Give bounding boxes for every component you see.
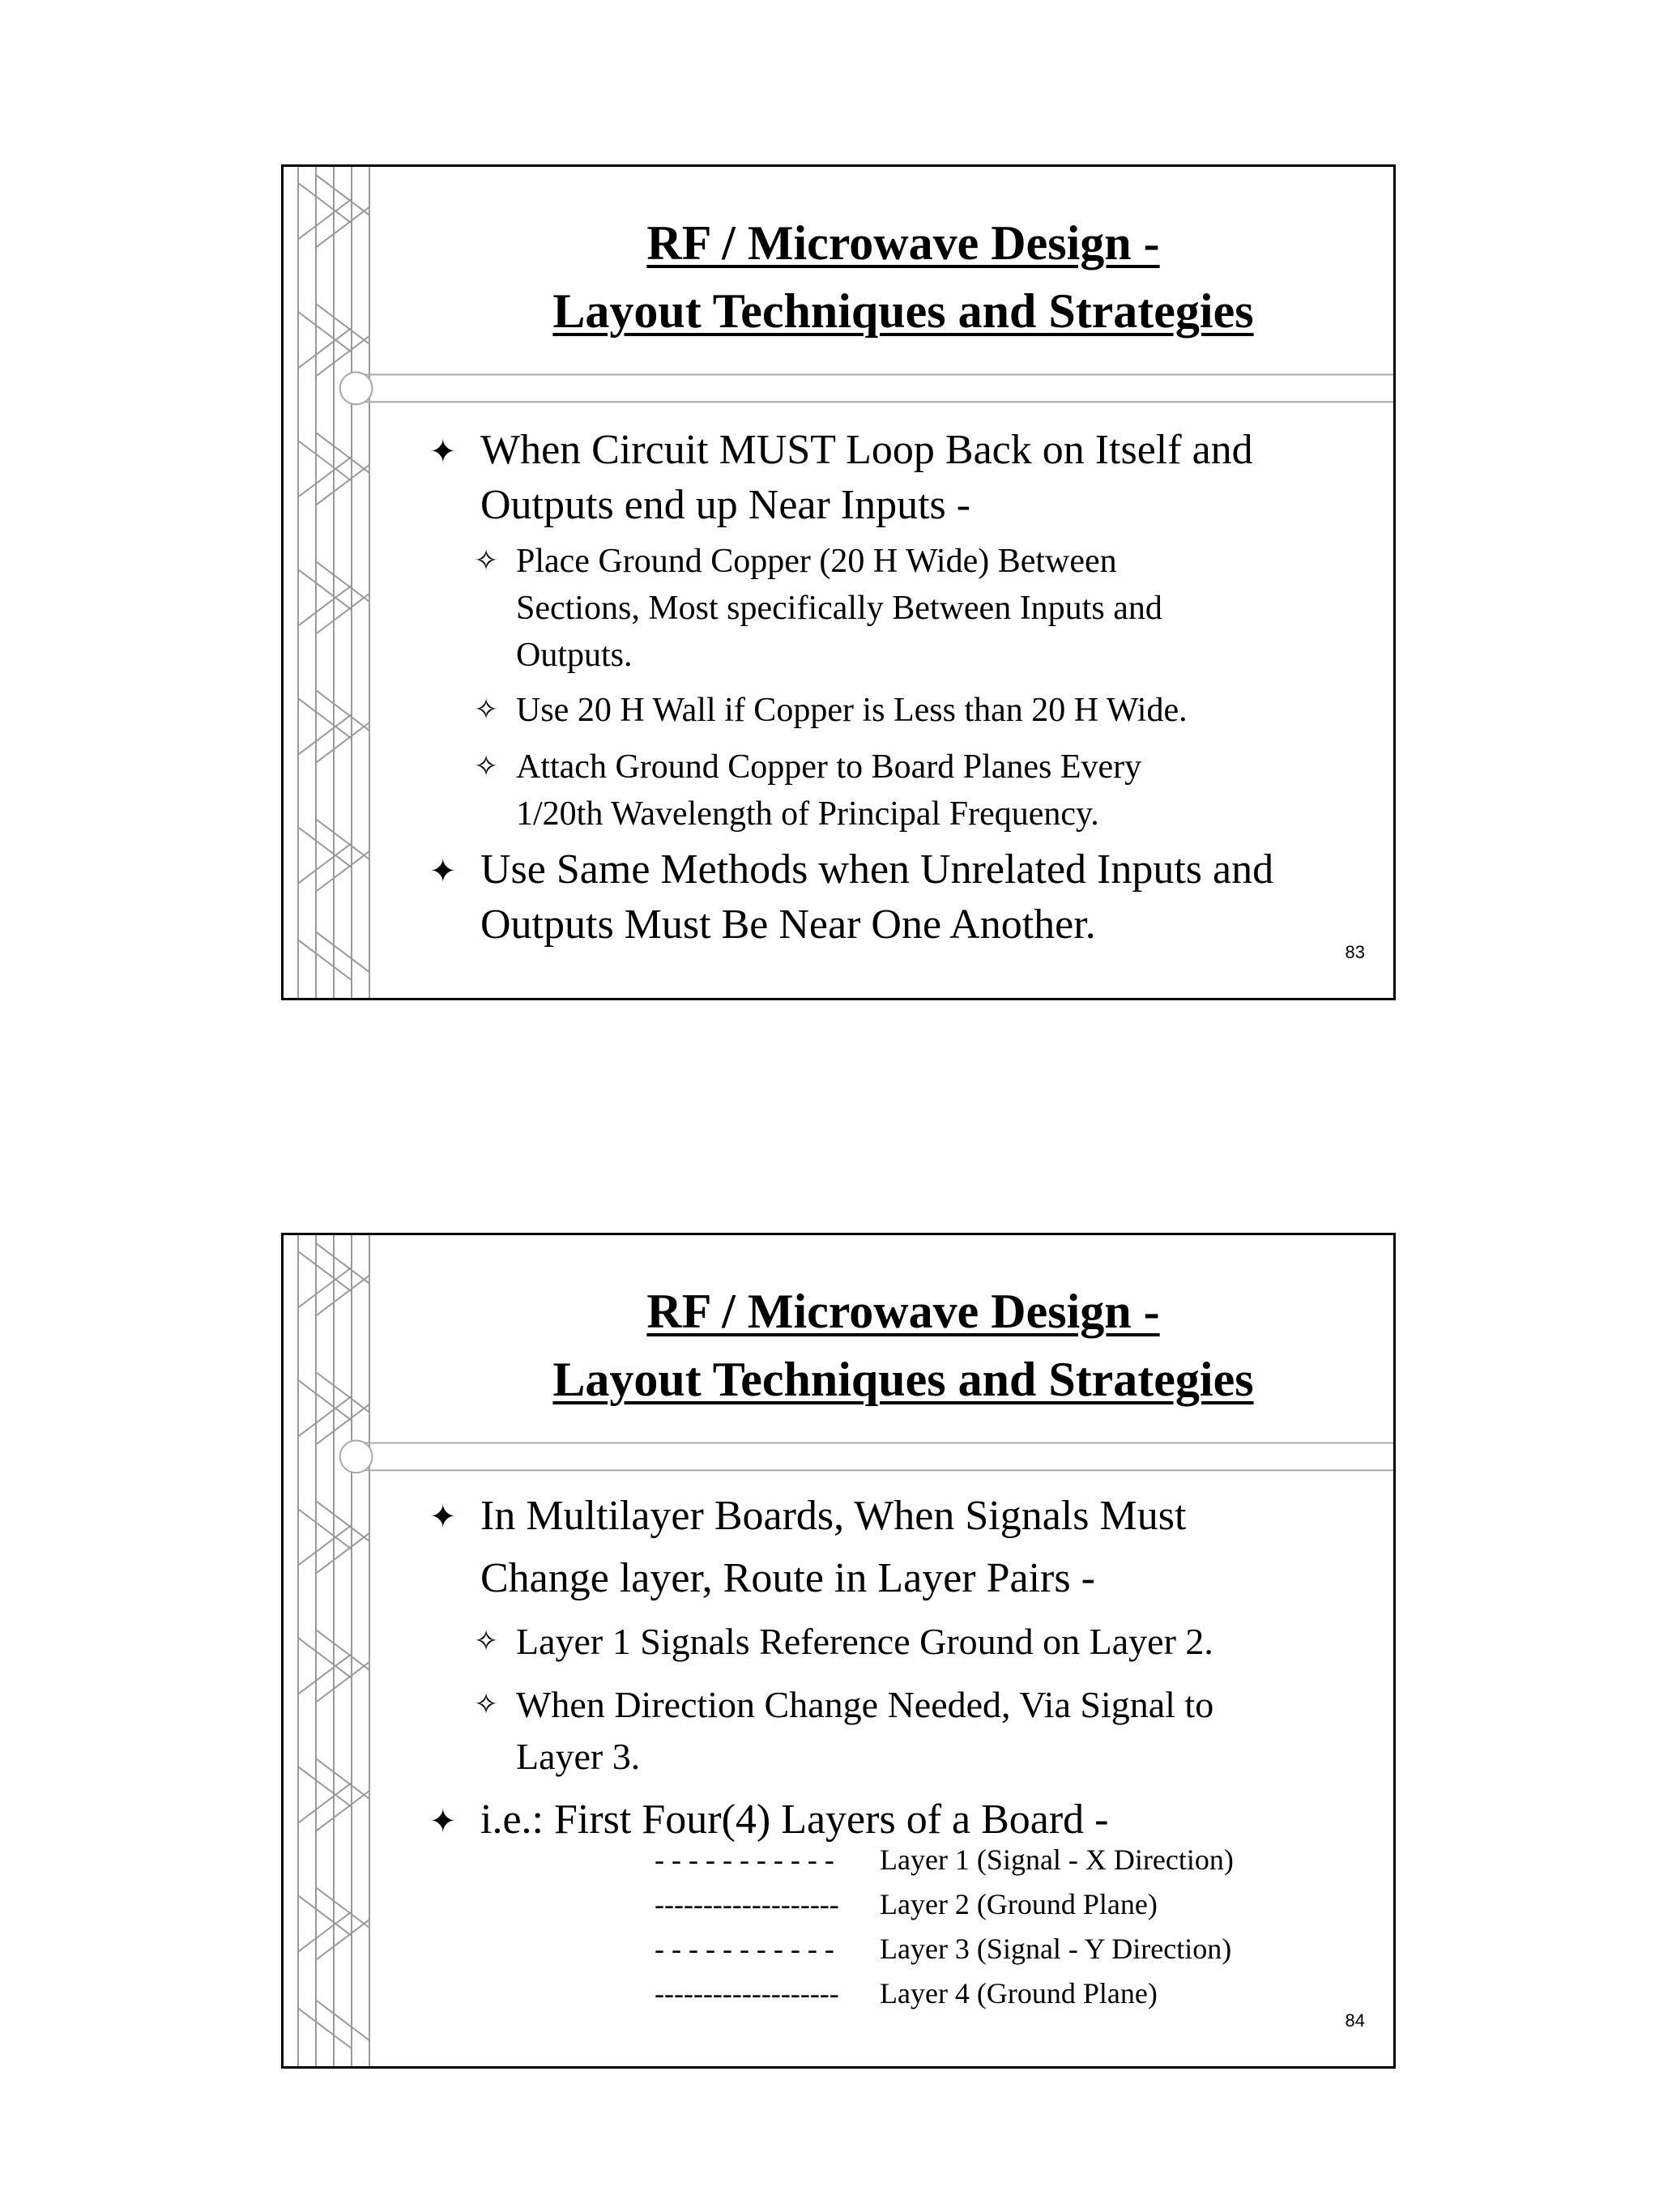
sub-bullet-text: 1/20th Wavelength of Principal Frequency. bbox=[516, 795, 1099, 833]
title-line-1: RF / Microwave Design - bbox=[646, 216, 1160, 270]
hollow-star-bullet-icon: ✧ bbox=[474, 693, 499, 727]
hollow-star-bullet-icon: ✧ bbox=[474, 544, 499, 578]
hollow-star-bullet-icon: ✧ bbox=[474, 1688, 499, 1721]
bullet-1 bbox=[429, 423, 1369, 533]
sub-bullet-text: Sections, Most specifically Between Inputs and bbox=[516, 590, 1162, 627]
sub-bullet-2 bbox=[429, 1679, 1369, 1783]
slide-title bbox=[413, 209, 1393, 345]
layer-label: Layer 1 (Signal - X Direction) bbox=[880, 1843, 1234, 1876]
sub-bullet-text: Place Ground Copper (20 H Wide) Between bbox=[516, 543, 1117, 580]
layer-line-symbol: - - - - - - - - - - - bbox=[655, 1933, 834, 1965]
star-bullet-icon: ✦ bbox=[429, 433, 457, 471]
sub-bullet-text: Attach Ground Copper to Board Planes Every bbox=[516, 748, 1142, 786]
sub-bullet-text: Outputs. bbox=[516, 637, 633, 674]
sub-bullet-text: Layer 3. bbox=[516, 1736, 641, 1777]
layer-row bbox=[655, 1882, 1234, 1927]
bullet-text: Use Same Methods when Unrelated Inputs and bbox=[480, 846, 1274, 893]
layer-row bbox=[655, 1971, 1234, 2016]
bullet-text: In Multilayer Boards, When Signals Must bbox=[480, 1493, 1187, 1539]
braid-decoration bbox=[284, 1235, 413, 2066]
star-bullet-icon: ✦ bbox=[429, 853, 457, 890]
slide-title bbox=[413, 1277, 1393, 1413]
sub-bullet-1 bbox=[429, 1616, 1369, 1668]
layer-label: Layer 3 (Signal - Y Direction) bbox=[880, 1933, 1232, 1965]
bullet-text: Outputs Must Be Near One Another. bbox=[480, 901, 1096, 948]
sub-bullet-text: When Direction Change Needed, Via Signal to bbox=[516, 1684, 1214, 1725]
star-bullet-icon: ✦ bbox=[429, 1803, 457, 1840]
bullet-text: i.e.: First Four(4) Layers of a Board - bbox=[480, 1796, 1109, 1843]
bullet-1 bbox=[429, 1485, 1369, 1609]
sub-bullet-text: Use 20 H Wall if Copper is Less than 20 H Wide. bbox=[516, 692, 1188, 729]
layer-line-symbol: ------------------- bbox=[655, 1888, 839, 1920]
slide-83 bbox=[281, 164, 1396, 1000]
title-line-1: RF / Microwave Design - bbox=[646, 1285, 1160, 1338]
title-line-2: Layout Techniques and Strategies bbox=[552, 1353, 1254, 1406]
page-number: 84 bbox=[1345, 2010, 1365, 2031]
bullet-text: Outputs end up Near Inputs - bbox=[480, 482, 971, 528]
slide-84 bbox=[281, 1233, 1396, 2069]
braid-decoration bbox=[284, 167, 413, 998]
layer-stack-list bbox=[655, 1838, 1234, 2016]
bullet-text: When Circuit MUST Loop Back on Itself and bbox=[480, 427, 1253, 473]
layer-row bbox=[655, 1927, 1234, 1971]
layer-row bbox=[655, 1838, 1234, 1882]
layer-label: Layer 2 (Ground Plane) bbox=[880, 1888, 1158, 1920]
hollow-star-bullet-icon: ✧ bbox=[474, 750, 499, 783]
layer-line-symbol: - - - - - - - - - - - bbox=[655, 1843, 834, 1876]
sub-bullet-3 bbox=[429, 744, 1369, 837]
bullet-text: Change layer, Route in Layer Pairs - bbox=[480, 1555, 1095, 1601]
title-line-2: Layout Techniques and Strategies bbox=[552, 284, 1254, 338]
sub-bullet-2 bbox=[429, 687, 1369, 734]
slide-body bbox=[429, 423, 1369, 953]
star-bullet-icon: ✦ bbox=[429, 1498, 457, 1536]
layer-label: Layer 4 (Ground Plane) bbox=[880, 1977, 1158, 2010]
sub-bullet-text: Layer 1 Signals Reference Ground on Layer 2. bbox=[516, 1621, 1213, 1662]
sub-bullet-1 bbox=[429, 538, 1369, 679]
hollow-star-bullet-icon: ✧ bbox=[474, 1625, 499, 1658]
page-number: 83 bbox=[1345, 942, 1365, 962]
layer-line-symbol: ------------------- bbox=[655, 1977, 839, 2010]
slide-body bbox=[429, 1485, 1369, 1848]
bullet-2 bbox=[429, 842, 1369, 953]
